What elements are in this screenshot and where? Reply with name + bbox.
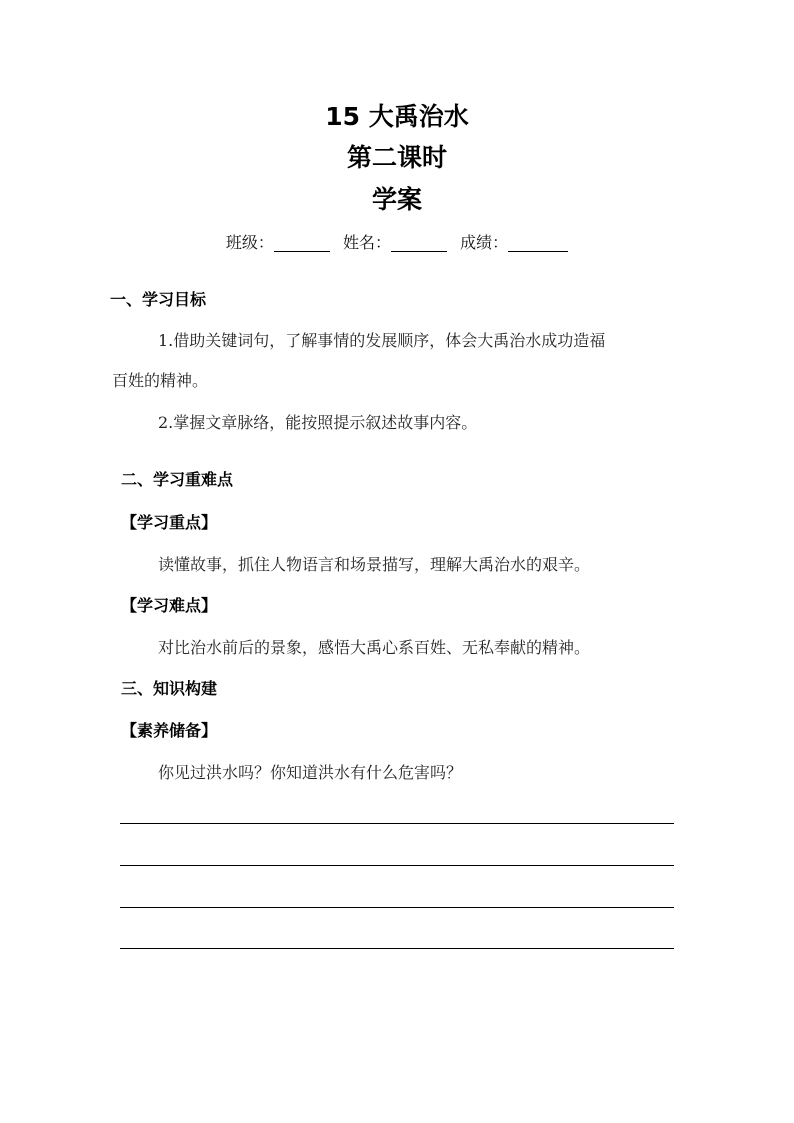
student-info-row	[0, 231, 794, 255]
class-blank[interactable]	[274, 251, 330, 252]
objective-2: 2.掌握文章脉络，能按照提示叙述故事内容。	[158, 413, 478, 432]
class-field	[226, 231, 330, 255]
focus-label: 【学习重点】	[121, 513, 218, 532]
answer-line[interactable]	[120, 907, 674, 908]
answer-line[interactable]	[120, 865, 674, 866]
answer-line[interactable]	[120, 948, 674, 949]
difficulty-label: 【学习难点】	[121, 596, 218, 615]
document-type: 学案	[371, 185, 422, 214]
focus-text: 读懂故事，抓住人物语言和场景描写，理解大禹治水的艰辛。	[158, 555, 591, 574]
lesson-period: 第二课时	[346, 143, 447, 172]
score-blank[interactable]	[508, 251, 568, 252]
objective-1-line-2: 百姓的精神。	[112, 371, 209, 390]
lesson-title: 15 大禹治水	[325, 102, 469, 131]
score-label: 成绩：	[460, 233, 509, 252]
score-field	[460, 231, 568, 255]
objective-1-line-1: 1.借助关键词句，了解事情的发展顺序，体会大禹治水成功造福	[158, 331, 606, 350]
class-label: 班级：	[225, 233, 274, 252]
section-heading-objectives: 一、学习目标	[110, 290, 207, 309]
name-blank[interactable]	[391, 251, 447, 252]
prep-label: 【素养储备】	[121, 721, 218, 740]
name-field	[343, 231, 447, 255]
section-heading-key-points: 二、学习重难点	[121, 470, 234, 489]
section-heading-knowledge: 三、知识构建	[121, 679, 218, 698]
answer-line[interactable]	[120, 823, 674, 824]
prep-question: 你见过洪水吗？你知道洪水有什么危害吗？	[158, 763, 463, 782]
difficulty-text: 对比治水前后的景象，感悟大禹心系百姓、无私奉献的精神。	[158, 638, 591, 657]
name-label: 姓名：	[342, 233, 391, 252]
